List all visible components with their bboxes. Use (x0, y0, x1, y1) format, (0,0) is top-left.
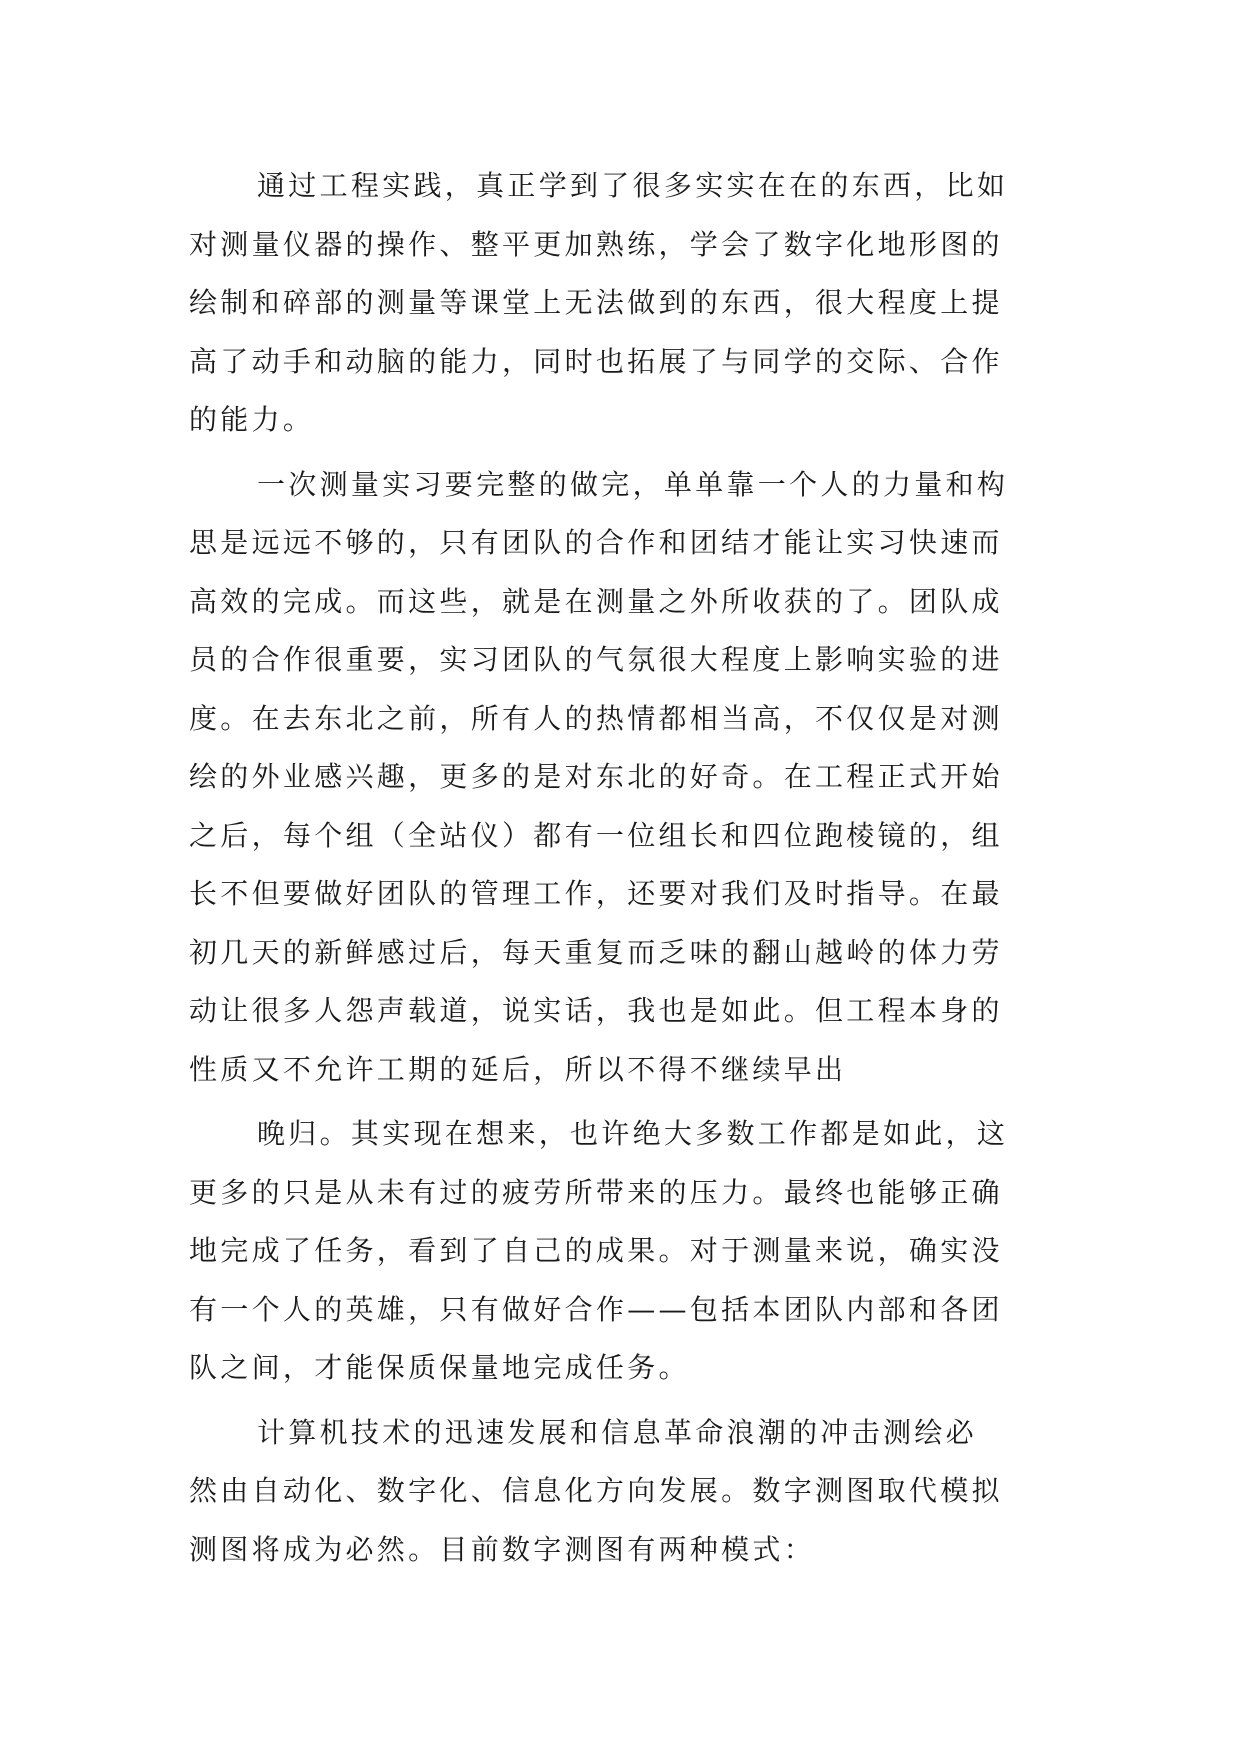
text-line: 思是远远不够的，只有团队的合作和团结才能让实习快速而 (189, 526, 1003, 559)
text-line: 一次测量实习要完整的做完，单单靠一个人的力量和构 (257, 467, 1009, 501)
paragraph-teamwork (189, 456, 1055, 1100)
paragraph-digital-mapping (189, 1404, 1055, 1580)
paragraph-practice-gains (189, 157, 1055, 450)
text-line: 初几天的新鲜感过后，每天重复而乏味的翻山越岭的体力劳 (189, 935, 1003, 969)
text-line: 对测量仪器的操作、整平更加熟练，学会了数字化地形图的 (189, 227, 1003, 261)
text-line: 通过工程实践，真正学到了很多实实在在的东西，比如 (257, 169, 1009, 202)
text-line: 动让很多人怨声载道，说实话，我也是如此。但工程本身的 (189, 994, 1003, 1027)
text-line: 之后，每个组（全站仪）都有一位组长和四位跑棱镜的，组 (189, 818, 1003, 852)
text-line: 地完成了任务，看到了自己的成果。对于测量来说，确实没 (189, 1234, 1003, 1267)
text-line: 测图将成为必然。目前数字测图有两种模式： (189, 1532, 816, 1566)
text-line: 然由自动化、数字化、信息化方向发展。数字测图取代模拟 (189, 1474, 1003, 1507)
text-line: 员的合作很重要，实习团队的气氛很大程度上影响实验的进 (189, 643, 1003, 676)
text-line: 绘的外业感兴趣，更多的是对东北的好奇。在工程正式开始 (189, 760, 1003, 793)
paragraph-pressure (189, 1105, 1055, 1398)
text-line: 队之间，才能保质保量地完成任务。 (189, 1351, 690, 1384)
text-line: 长不但要做好团队的管理工作，还要对我们及时指导。在最 (189, 877, 1003, 910)
document-body (189, 157, 1055, 1585)
text-line: 高效的完成。而这些，就是在测量之外所收获的了。团队成 (189, 584, 1003, 618)
text-line: 更多的只是从未有过的疲劳所带来的压力。最终也能够正确 (189, 1175, 1003, 1209)
text-line: 性质又不允许工期的延后，所以不得不继续早出 (189, 1052, 847, 1086)
text-line: 的能力。 (189, 403, 315, 436)
text-line: 计算机技术的迅速发展和信息革命浪潮的冲击测绘必 (257, 1415, 977, 1449)
text-line: 高了动手和动脑的能力，同时也拓展了与同学的交际、合作 (189, 344, 1003, 378)
text-line: 度。在去东北之前，所有人的热情都相当高，不仅仅是对测 (189, 701, 1003, 735)
text-line: 有一个人的英雄，只有做好合作——包括本团队内部和各团 (189, 1292, 1003, 1326)
text-line: 绘制和碎部的测量等课堂上无法做到的东西，很大程度上提 (189, 286, 1003, 319)
text-line: 晚归。其实现在想来，也许绝大多数工作都是如此，这 (257, 1117, 1009, 1150)
